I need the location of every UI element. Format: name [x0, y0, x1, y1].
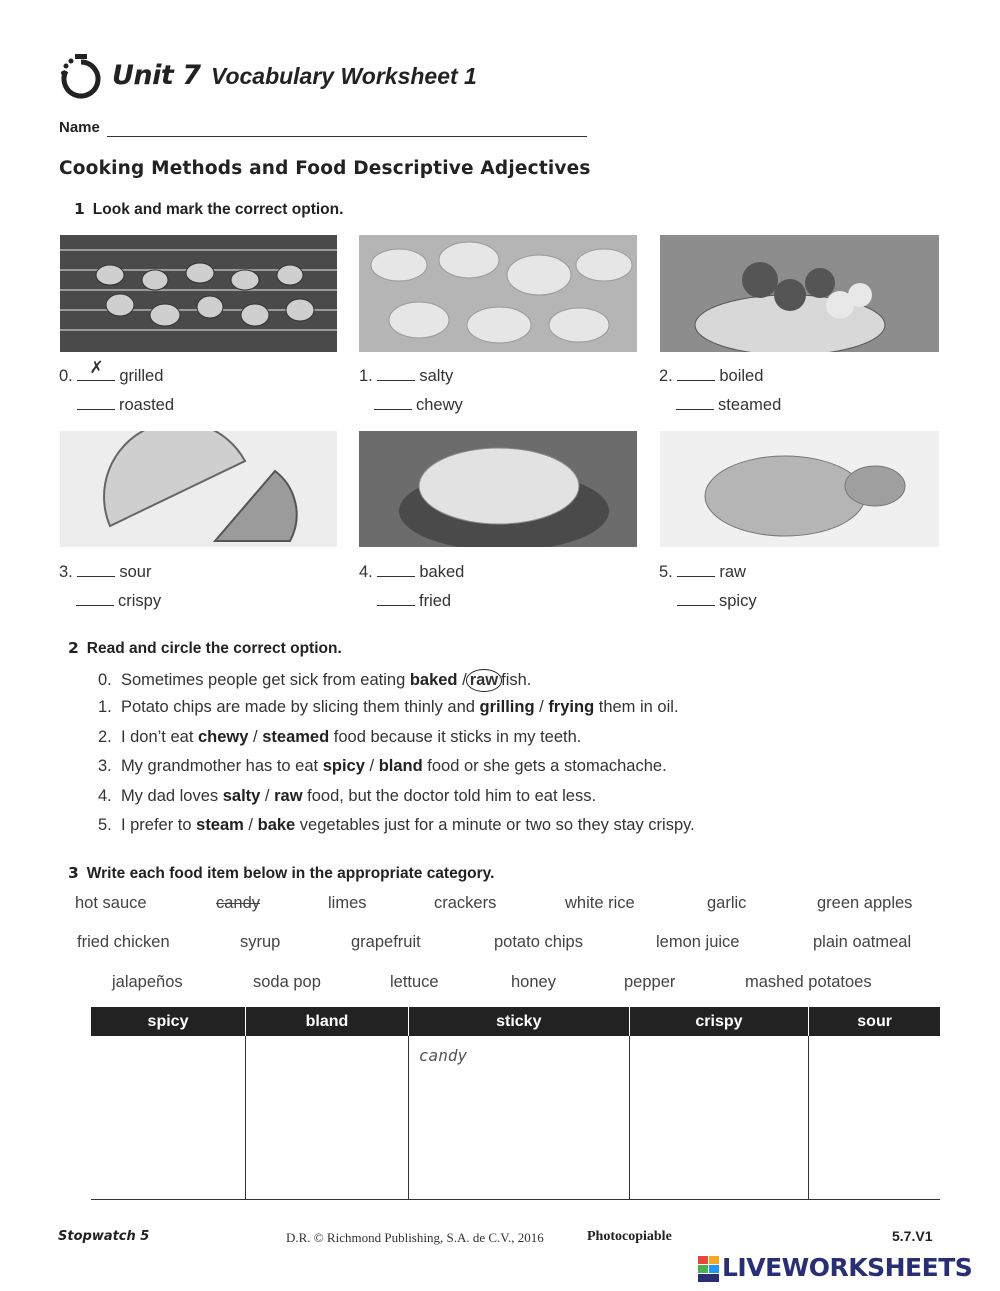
ex1-item-0: 0. ✗ grilled: [59, 358, 164, 385]
ex2-sentence-4-option-a[interactable]: salty: [222, 787, 261, 805]
ex1-item-4-blank-1[interactable]: [377, 562, 415, 577]
ex2-sentence-3-option-b[interactable]: bland: [378, 757, 423, 775]
word-bank-item[interactable]: green apples: [817, 894, 913, 912]
word-bank-item[interactable]: jalapeños: [112, 973, 183, 991]
ex1-item-2: 2. boiled: [659, 367, 764, 385]
ex1-item-1: 1. salty: [359, 367, 454, 385]
word-bank-item[interactable]: garlic: [707, 894, 747, 912]
word-bank-item[interactable]: crackers: [434, 894, 497, 912]
ex1-item-3-blank-2[interactable]: [76, 591, 114, 606]
word-bank-item[interactable]: honey: [511, 973, 556, 991]
ex2-sentence-3-option-a[interactable]: spicy: [322, 757, 365, 775]
word-bank-item[interactable]: limes: [328, 894, 367, 912]
category-cell-crispy[interactable]: [629, 1036, 809, 1200]
ex1-item-4-blank-2[interactable]: [377, 591, 415, 606]
ex1-item-0-blank-1[interactable]: ✗: [77, 366, 115, 381]
category-cell-spicy[interactable]: [91, 1036, 246, 1200]
stopwatch-logo-icon: [58, 52, 104, 100]
brand-logo: Stopwatch 5: [58, 1229, 150, 1244]
photo-lime-slices: [60, 431, 337, 547]
ex1-item-1-blank-2[interactable]: [374, 395, 412, 410]
worksheet-title: [112, 60, 477, 91]
ex1-item-3-blank-1[interactable]: [77, 562, 115, 577]
worksheet-label: Vocabulary Worksheet 1: [210, 63, 477, 89]
ex2-sentence-0-option-a[interactable]: baked: [409, 671, 458, 689]
photo-raw-chicken: [660, 431, 939, 547]
ex2-sentence-2-option-a[interactable]: chewy: [198, 728, 249, 746]
ex2-sentence-2-option-b[interactable]: steamed: [262, 728, 330, 746]
word-bank-item[interactable]: hot sauce: [75, 894, 147, 912]
category-cell-bland[interactable]: [246, 1036, 409, 1200]
photocopiable-label: Photocopiable: [587, 1229, 672, 1244]
liveworksheets-watermark: LIVEWORKSHEETS: [722, 1253, 973, 1282]
category-header-sour: sour: [809, 1007, 940, 1036]
word-bank-item[interactable]: mashed potatoes: [745, 973, 872, 991]
liveworksheets-logo-icon: [698, 1256, 720, 1282]
ex1-item-1-option-2: chewy: [374, 395, 463, 415]
ex2-sentence-0: 0. Sometimes people get sick from eating baked / raw fish.: [98, 669, 531, 692]
ex1-item-0-option-2: roasted: [77, 395, 174, 415]
category-cell-sour[interactable]: [809, 1036, 940, 1200]
section-subtitle: Cooking Methods and Food Descriptive Adjectives: [59, 158, 591, 179]
category-header-crispy: crispy: [629, 1007, 809, 1036]
ex2-sentence-2: 2. I don’t eat chewy / steamed food because it sticks in my teeth.: [98, 728, 582, 746]
ex2-sentence-1-option-b[interactable]: frying: [548, 698, 595, 716]
copyright-text: D.R. © Richmond Publishing, S.A. de C.V., 2016: [286, 1230, 544, 1245]
word-bank-item[interactable]: lemon juice: [656, 933, 740, 951]
category-header-spicy: spicy: [91, 1007, 246, 1036]
ex1-item-4-option-2: fried: [377, 591, 451, 611]
photo-baked-potato: [359, 431, 637, 547]
ex1-item-1-blank-1[interactable]: [377, 366, 415, 381]
photo-grilled-skewers: [60, 235, 337, 352]
exercise-2-instruction: 2 Read and circle the correct option.: [68, 639, 342, 657]
word-bank-item[interactable]: potato chips: [494, 933, 583, 951]
ex1-item-5-blank-1[interactable]: [677, 562, 715, 577]
category-header-sticky: sticky: [408, 1007, 629, 1036]
exercise-3-instruction: 3 Write each food item below in the appropriate category.: [68, 864, 495, 882]
word-bank-item[interactable]: pepper: [624, 973, 676, 991]
page-code: 5.7.V1: [892, 1228, 933, 1244]
unit-label: Unit 7: [112, 60, 201, 91]
ex1-item-2-option-2: steamed: [676, 395, 781, 415]
name-field[interactable]: [107, 121, 587, 137]
ex2-sentence-5: 5. I prefer to steam / bake vegetables just for a minute or two so they stay crispy.: [98, 816, 695, 834]
word-bank-item[interactable]: lettuce: [390, 973, 439, 991]
name-label: Name: [59, 119, 100, 136]
example-entry: candy: [418, 1046, 468, 1065]
word-bank-item-struck[interactable]: candy: [216, 894, 261, 912]
ex2-sentence-1-option-a[interactable]: grilling: [479, 698, 535, 716]
ex1-item-3-option-2: crispy: [76, 591, 161, 611]
ex1-item-5: 5. raw: [659, 563, 746, 581]
ex2-sentence-0-option-b-circled[interactable]: raw: [466, 669, 502, 692]
photo-candy-pile: [359, 235, 637, 352]
ex1-item-0-blank-2[interactable]: [77, 395, 115, 410]
photo-steamed-vegetables: [660, 235, 939, 352]
ex1-item-5-blank-2[interactable]: [677, 591, 715, 606]
word-bank-item[interactable]: grapefruit: [351, 933, 421, 951]
word-bank-item[interactable]: soda pop: [253, 973, 321, 991]
word-bank-item[interactable]: white rice: [565, 894, 635, 912]
ex2-sentence-4: 4. My dad loves salty / raw food, but the doctor told him to eat less.: [98, 787, 597, 805]
ex2-sentence-4-option-b[interactable]: raw: [274, 787, 303, 805]
ex1-item-3: 3. sour: [59, 563, 152, 581]
ex1-item-4: 4. baked: [359, 563, 465, 581]
ex2-sentence-3: 3. My grandmother has to eat spicy / bland food or she gets a stomachache.: [98, 757, 667, 775]
ex1-item-5-option-2: spicy: [677, 591, 757, 611]
word-bank-item[interactable]: syrup: [240, 933, 281, 951]
category-table: [91, 1007, 940, 1200]
category-cell-sticky[interactable]: [408, 1036, 629, 1200]
ex1-item-2-blank-2[interactable]: [676, 395, 714, 410]
word-bank-item[interactable]: fried chicken: [77, 933, 170, 951]
exercise-1-instruction: 1 Look and mark the correct option.: [74, 200, 344, 218]
ex2-sentence-5-option-b[interactable]: bake: [257, 816, 296, 834]
word-bank-item[interactable]: plain oatmeal: [813, 933, 912, 951]
ex2-sentence-1: 1. Potato chips are made by slicing them thinly and grilling / frying them in oil.: [98, 698, 679, 716]
ex1-item-2-blank-1[interactable]: [677, 366, 715, 381]
ex2-sentence-5-option-a[interactable]: steam: [196, 816, 244, 834]
category-header-bland: bland: [246, 1007, 409, 1036]
